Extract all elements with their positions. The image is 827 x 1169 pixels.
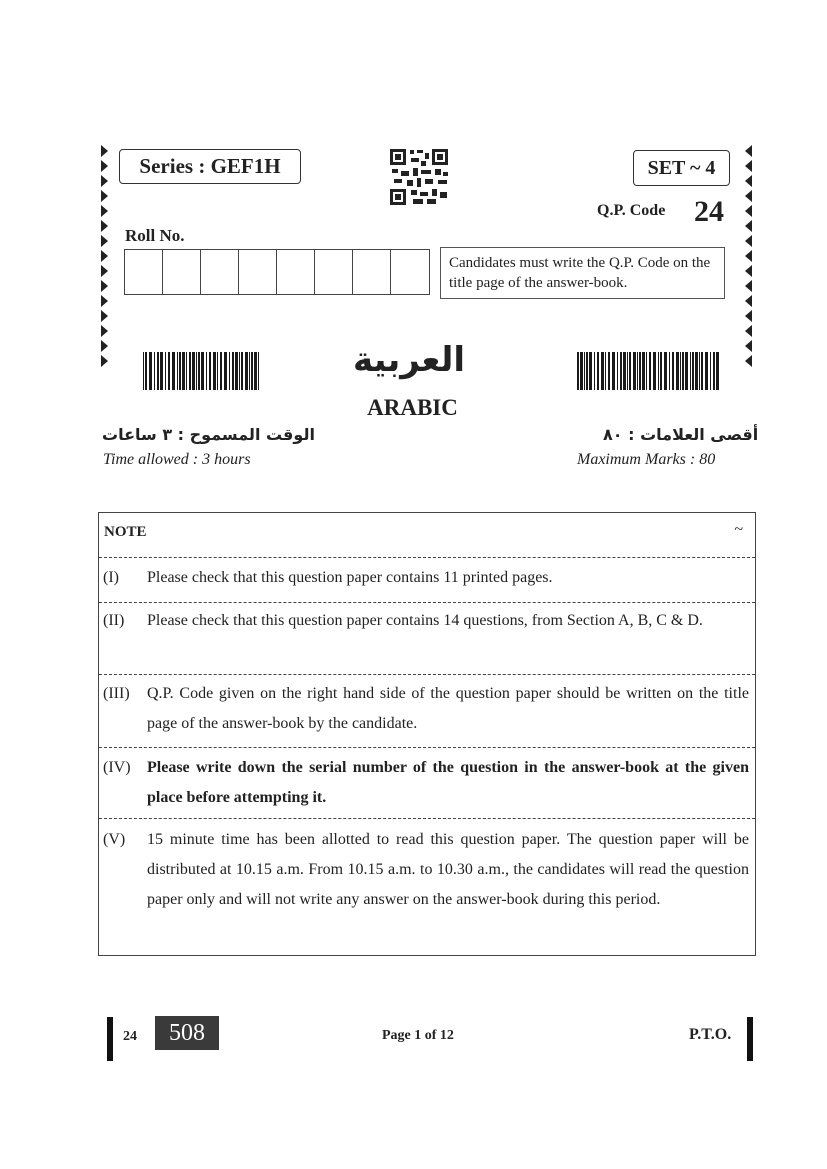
barcode-bar	[612, 352, 615, 390]
barcode-bar	[157, 352, 159, 390]
note-item-number: (I)	[103, 569, 119, 586]
barcode-bar	[680, 352, 681, 390]
subject-title-arabic: العربية	[352, 340, 465, 380]
barcode-bar	[224, 352, 227, 390]
barcode-bar	[676, 352, 679, 390]
barcode-bar	[201, 352, 204, 390]
barcode-bar	[182, 352, 185, 390]
barcode-bar	[213, 352, 216, 390]
barcode-bar	[251, 352, 253, 390]
barcode-bar	[594, 352, 595, 390]
barcode-bar	[206, 352, 207, 390]
margin-tick	[745, 250, 752, 262]
barcode-bar	[258, 352, 259, 390]
barcode-bar	[196, 352, 197, 390]
barcode-bar	[690, 352, 691, 390]
margin-tick	[745, 280, 752, 292]
barcode-bar	[168, 352, 170, 390]
qp-code-label: Q.P. Code	[597, 202, 666, 219]
margin-tick	[745, 265, 752, 277]
roll-number-cell[interactable]	[201, 250, 239, 294]
note-box	[98, 512, 756, 956]
barcode-bar	[580, 352, 583, 390]
barcode-bar	[165, 352, 166, 390]
barcode-bar	[209, 352, 211, 390]
barcode-bar	[149, 352, 152, 390]
margin-tick	[101, 355, 108, 367]
barcode-right	[577, 352, 720, 390]
roll-number-cell[interactable]	[163, 250, 201, 294]
margin-tick	[745, 340, 752, 352]
margin-tick	[101, 220, 108, 232]
barcode-bar	[145, 352, 147, 390]
time-allowed-arabic: الوقت المسموح : ٣ ساعات	[102, 425, 315, 444]
barcode-bar	[160, 352, 163, 390]
barcode-bar	[627, 352, 628, 390]
margin-tick	[101, 235, 108, 247]
set-box: SET ~ 4	[633, 150, 730, 186]
margin-tick	[745, 220, 752, 232]
barcode-bar	[586, 352, 588, 390]
candidate-notice: Candidates must write the Q.P. Code on the title page of the answer-book.	[440, 247, 725, 299]
series-box: Series : GEF1H	[119, 149, 301, 184]
margin-tick	[101, 265, 108, 277]
tilde-mark: ~	[734, 521, 743, 538]
barcode-bar	[672, 352, 674, 390]
margin-tick	[101, 295, 108, 307]
barcode-bar	[646, 352, 647, 390]
subject-title-english: ARABIC	[367, 395, 458, 420]
note-item-text: 15 minute time has been allotted to read this question paper. The question paper will be distributed at 10.15 a.m. From 10.15 a.m. to 10.30 a.m., the candidates will read the question paper only and will not write any answer on the answer-book during this period.	[147, 831, 749, 908]
barcode-bar	[220, 352, 222, 390]
margin-tick	[745, 325, 752, 337]
footer-qp-code: 24	[123, 1029, 137, 1044]
qp-code-value: 24	[694, 195, 724, 228]
barcode-bar	[235, 352, 238, 390]
roll-number-label: Roll No.	[125, 226, 185, 245]
note-item-text: Please write down the serial number of the question in the answer-book at the given place before attempting it.	[147, 759, 749, 806]
page-number: Page 1 of 12	[382, 1028, 454, 1043]
barcode-bar	[653, 352, 656, 390]
divider	[99, 557, 755, 558]
left-margin-ticks	[100, 145, 110, 370]
barcode-bar	[249, 352, 250, 390]
divider	[99, 674, 755, 675]
barcode-bar	[664, 352, 667, 390]
barcode-bar	[198, 352, 200, 390]
margin-tick	[101, 340, 108, 352]
roll-number-cell[interactable]	[239, 250, 277, 294]
margin-tick	[101, 175, 108, 187]
note-heading: NOTE	[104, 524, 147, 540]
barcode-bar	[589, 352, 592, 390]
barcode-bar	[605, 352, 606, 390]
divider	[99, 747, 755, 748]
note-item-number: (V)	[103, 831, 126, 848]
barcode-bar	[608, 352, 610, 390]
barcode-bar	[637, 352, 638, 390]
barcode-bar	[154, 352, 155, 390]
barcode-bar	[177, 352, 178, 390]
margin-tick	[101, 280, 108, 292]
barcode-bar	[186, 352, 187, 390]
barcode-bar	[685, 352, 688, 390]
time-allowed-english: Time allowed : 3 hours	[103, 451, 251, 468]
margin-tick	[745, 235, 752, 247]
barcode-bar	[699, 352, 700, 390]
margin-tick	[745, 175, 752, 187]
qr-code-icon	[389, 148, 449, 206]
roll-number-cell[interactable]	[125, 250, 163, 294]
barcode-bar	[623, 352, 626, 390]
margin-tick	[101, 310, 108, 322]
margin-tick	[101, 160, 108, 172]
barcode-bar	[239, 352, 240, 390]
barcode-bar	[617, 352, 618, 390]
barcode-left	[143, 352, 261, 390]
note-item-number: (IV)	[103, 759, 131, 776]
barcode-bar	[642, 352, 645, 390]
barcode-bar	[629, 352, 631, 390]
roll-number-cell[interactable]	[315, 250, 353, 294]
margin-tick	[101, 250, 108, 262]
note-item-text: Please check that this question paper contains 11 printed pages.	[147, 569, 553, 586]
barcode-bar	[217, 352, 218, 390]
margin-tick	[745, 145, 752, 157]
footer-paper-code: 508	[155, 1016, 219, 1050]
barcode-bar	[649, 352, 651, 390]
maximum-marks-english: Maximum Marks : 80	[577, 451, 716, 468]
margin-tick	[745, 160, 752, 172]
margin-tick	[745, 295, 752, 307]
barcode-bar	[597, 352, 599, 390]
barcode-bar	[254, 352, 257, 390]
maximum-marks-arabic: أقصى العلامات : ٨٠	[603, 425, 759, 444]
divider	[99, 818, 755, 819]
barcode-bar	[701, 352, 703, 390]
barcode-bar	[695, 352, 698, 390]
right-margin-ticks	[744, 145, 754, 370]
barcode-bar	[143, 352, 144, 390]
barcode-bar	[660, 352, 662, 390]
margin-tick	[745, 190, 752, 202]
barcode-bar	[241, 352, 243, 390]
barcode-bar	[633, 352, 636, 390]
barcode-bar	[682, 352, 684, 390]
barcode-bar	[713, 352, 715, 390]
footer-right-bar	[747, 1017, 753, 1061]
barcode-bar	[710, 352, 711, 390]
note-item-text: Please check that this question paper contains 14 questions, from Section A, B, C & D.	[147, 612, 703, 629]
margin-tick	[101, 205, 108, 217]
barcode-bar	[705, 352, 708, 390]
barcode-bar	[669, 352, 670, 390]
barcode-bar	[232, 352, 234, 390]
divider	[99, 602, 755, 603]
note-item-number: (III)	[103, 685, 130, 702]
roll-number-cell[interactable]	[353, 250, 391, 294]
margin-tick	[745, 205, 752, 217]
margin-tick	[745, 310, 752, 322]
barcode-bar	[179, 352, 181, 390]
barcode-bar	[229, 352, 230, 390]
margin-tick	[101, 145, 108, 157]
barcode-bar	[658, 352, 659, 390]
barcode-bar	[584, 352, 585, 390]
margin-tick	[101, 325, 108, 337]
barcode-bar	[601, 352, 604, 390]
roll-number-cell[interactable]	[277, 250, 315, 294]
barcode-bar	[189, 352, 191, 390]
barcode-bar	[620, 352, 622, 390]
note-item-text: Q.P. Code given on the right hand side of the question paper should be written on the title page of the answer-book by the candidate.	[147, 685, 749, 732]
footer-left-bar	[107, 1017, 113, 1061]
margin-tick	[101, 190, 108, 202]
barcode-bar	[172, 352, 175, 390]
barcode-bar	[577, 352, 579, 390]
barcode-bar	[716, 352, 719, 390]
margin-tick	[745, 355, 752, 367]
roll-number-cell[interactable]	[391, 250, 429, 294]
roll-number-boxes[interactable]	[124, 249, 430, 295]
barcode-bar	[245, 352, 248, 390]
note-item-number: (II)	[103, 612, 125, 629]
barcode-bar	[192, 352, 195, 390]
barcode-bar	[692, 352, 694, 390]
pto-label: P.T.O.	[689, 1026, 732, 1043]
barcode-bar	[639, 352, 641, 390]
